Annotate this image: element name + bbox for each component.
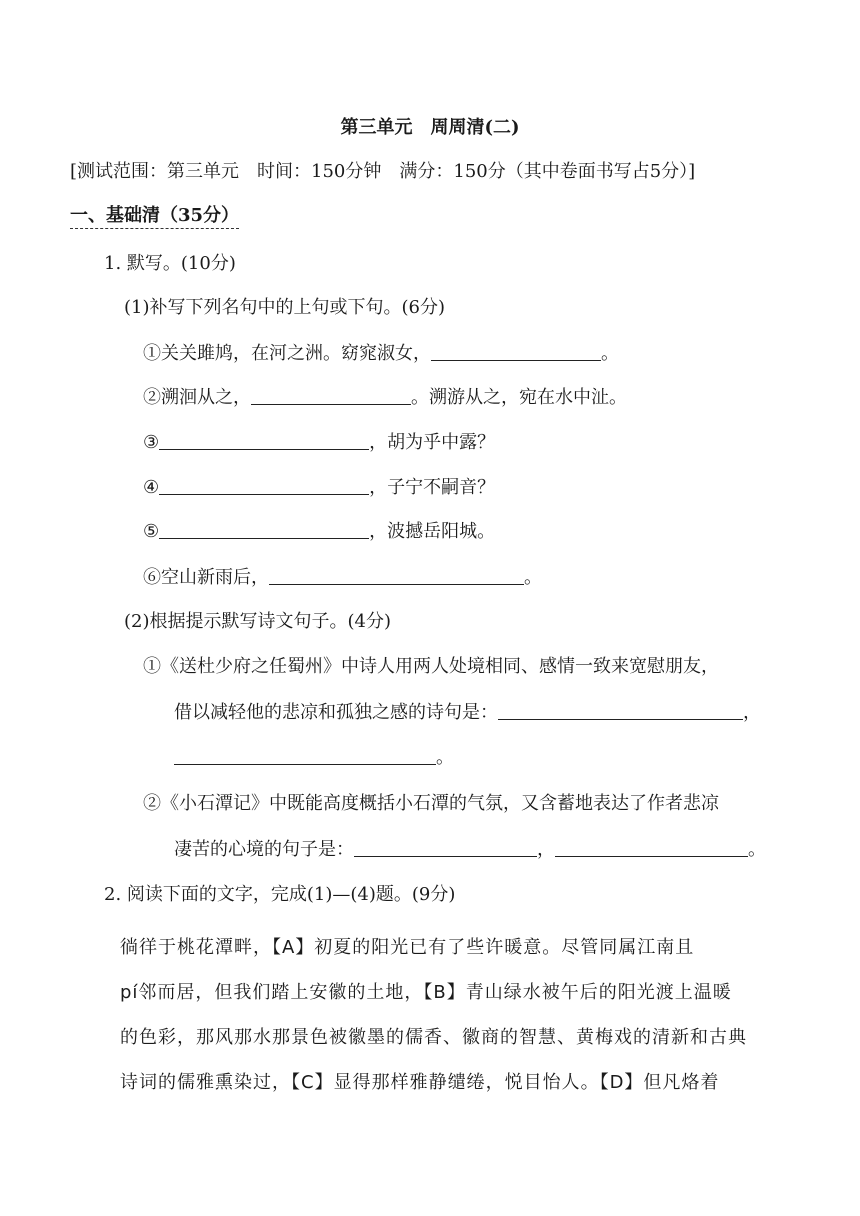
- prompt-text: ，: [537, 839, 555, 860]
- answer-blank[interactable]: [159, 429, 369, 450]
- fill-item-6: [143, 564, 542, 592]
- reading-passage: [120, 925, 782, 1105]
- prompt-1-line-3: [174, 744, 454, 772]
- item-text: ，子宁不嗣音？: [369, 477, 496, 498]
- item-text: ①关关雎鸠，在河之洲。窈窕淑女，: [143, 343, 431, 364]
- fill-item-1: [143, 340, 619, 368]
- item-text: ，波撼岳阳城。: [369, 521, 496, 542]
- answer-blank[interactable]: [159, 518, 369, 539]
- item-text: ⑤: [143, 521, 160, 542]
- prompt-text: 。: [748, 839, 766, 860]
- item-text: ，胡为乎中露？: [369, 432, 496, 453]
- prompt-text: 借以减轻他的悲凉和孤独之感的诗句是：: [174, 702, 498, 723]
- item-text: 。: [601, 343, 619, 364]
- answer-blank[interactable]: [174, 744, 436, 765]
- prompt-2-line-2: [174, 836, 766, 864]
- item-text: 。: [524, 567, 542, 588]
- fill-item-3: [143, 429, 495, 457]
- section-heading: 一、基础清（35分）: [70, 204, 239, 229]
- item-text: ②溯洄从之，: [143, 387, 251, 408]
- prompt-2-line-1: ②《小石潭记》中既能高度概括小石潭的气氛，又含蓄地表达了作者悲凉: [143, 793, 719, 814]
- prompt-1-line-1: ①《送杜少府之任蜀州》中诗人用两人处境相同、感情一致来宽慰朋友，: [143, 656, 719, 677]
- prompt-text: ，: [743, 702, 761, 723]
- answer-blank[interactable]: [159, 474, 369, 495]
- passage-line: pí邻而居，但我们踏上安徽的土地，【B】青山绿水被午后的阳光渡上温暖: [120, 982, 732, 1003]
- prompt-text: 。: [436, 747, 454, 768]
- answer-blank[interactable]: [251, 384, 411, 405]
- answer-blank[interactable]: [498, 699, 743, 720]
- test-scope: [测试范围：第三单元 时间：150分钟 满分：150分（其中卷面书写占5分）]: [70, 161, 696, 182]
- item-text: 。溯游从之，宛在水中沚。: [411, 387, 627, 408]
- item-text: ⑥空山新雨后，: [143, 567, 269, 588]
- answer-blank[interactable]: [269, 564, 524, 585]
- item-text: ③: [143, 432, 160, 453]
- answer-blank[interactable]: [555, 836, 748, 857]
- prompt-1-line-2: [174, 699, 761, 727]
- question-1-label: 1. 默写。(10分): [104, 253, 236, 274]
- answer-blank[interactable]: [354, 836, 537, 857]
- passage-line: 诗词的儒雅熏染过，【C】显得那样雅静缱绻，悦目怡人。【D】但凡烙着: [120, 1072, 720, 1093]
- passage-line: 徜徉于桃花潭畔，【A】初夏的阳光已有了些许暖意。尽管同属江南且: [120, 937, 695, 958]
- subquestion-2-label: (2)根据提示默写诗文句子。(4分): [124, 611, 391, 632]
- subquestion-1-label: (1)补写下列名句中的上句或下句。(6分): [124, 297, 445, 318]
- item-text: ④: [143, 477, 160, 498]
- prompt-text: 凄苦的心境的句子是：: [174, 839, 354, 860]
- fill-item-2: [143, 384, 627, 412]
- question-2-label: 2. 阅读下面的文字，完成(1)—(4)题。(9分): [104, 884, 456, 905]
- page-title: 第三单元 周周清(二): [340, 117, 520, 138]
- fill-item-5: [143, 518, 495, 546]
- fill-item-4: [143, 474, 495, 502]
- passage-line: 的色彩，那风那水那景色被徽墨的儒香、徽商的智慧、黄梅戏的清新和古典: [120, 1027, 747, 1048]
- answer-blank[interactable]: [431, 340, 601, 361]
